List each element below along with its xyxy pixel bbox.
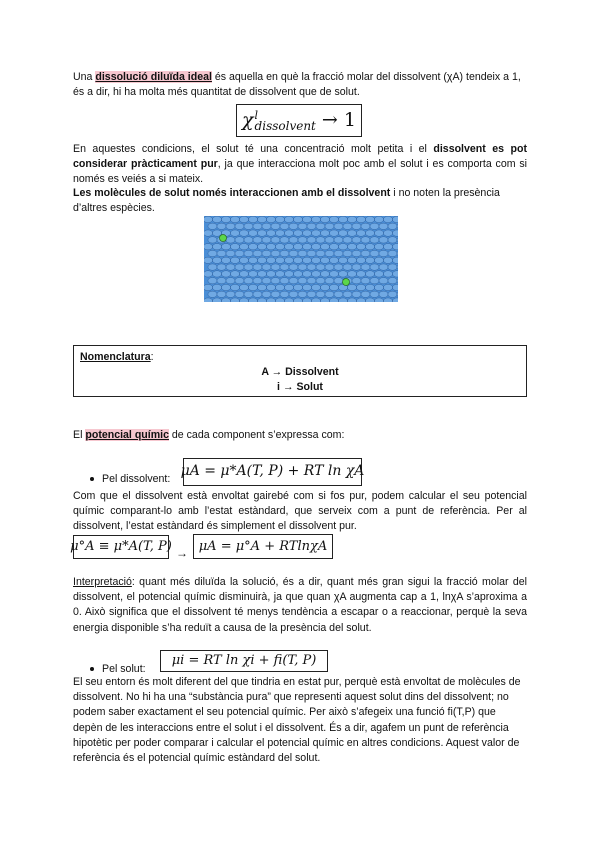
solvent-molecule [374, 298, 383, 302]
solvent-molecule [244, 237, 253, 243]
solvent-molecule [347, 257, 356, 263]
solvent-molecule [311, 244, 320, 250]
solvent-molecule [244, 223, 253, 229]
formula-solvent-potential: μA = μ*A(T, P) + RT ln χA [183, 458, 362, 486]
solvent-molecule [262, 237, 271, 243]
solvent-molecule [226, 237, 235, 243]
solvent-molecule [266, 244, 275, 250]
solvent-molecule [311, 230, 320, 236]
solvent-molecule [257, 216, 266, 222]
solvent-molecule [379, 278, 388, 284]
solvent-molecule [302, 298, 311, 302]
solvent-molecule [284, 271, 293, 277]
solvent-molecule [266, 298, 275, 302]
solvent-molecule [365, 257, 374, 263]
solvent-molecule [284, 244, 293, 250]
solvent-molecule [325, 264, 334, 270]
solvent-molecule [239, 284, 248, 290]
solvent-molecule [374, 230, 383, 236]
solvent-molecule [388, 278, 397, 284]
term-dilute-ideal: dissolució diluïda ideal [95, 71, 212, 83]
solvent-molecule [320, 244, 329, 250]
solvent-molecule [262, 278, 271, 284]
solvent-molecule [208, 250, 217, 256]
nomenclature-box: Nomenclatura: A → Dissolvent i → Solut [73, 345, 527, 397]
solvent-molecule [208, 223, 217, 229]
solvent-molecule [280, 223, 289, 229]
solvent-molecule [298, 250, 307, 256]
solvent-molecule [226, 223, 235, 229]
solvent-molecule [280, 264, 289, 270]
solvent-molecule [221, 257, 230, 263]
solvent-molecule [370, 250, 379, 256]
solvent-molecule [235, 291, 244, 297]
solvent-molecule [226, 278, 235, 284]
solvent-molecule [257, 244, 266, 250]
solvent-molecule [347, 284, 356, 290]
solvent-molecule [343, 237, 352, 243]
solvent-molecule [370, 237, 379, 243]
solvent-molecule [365, 230, 374, 236]
nomenclature-solute: i → Solut [277, 381, 323, 394]
solvent-molecule [298, 291, 307, 297]
solvent-molecule [388, 250, 397, 256]
solvent-molecule [257, 271, 266, 277]
solvent-molecule [221, 216, 230, 222]
solvent-molecule [311, 271, 320, 277]
solvent-molecule [370, 223, 379, 229]
solvent-molecule [302, 284, 311, 290]
solvent-molecule [212, 298, 221, 302]
solvent-molecule [275, 216, 284, 222]
solvent-molecule [289, 250, 298, 256]
solvent-molecule [204, 271, 213, 277]
solvent-molecule [221, 284, 230, 290]
solvent-molecule [356, 284, 365, 290]
solvent-molecule [383, 298, 392, 302]
solvent-molecule [302, 244, 311, 250]
solvent-molecule [284, 298, 293, 302]
solvent-molecule [320, 230, 329, 236]
solvent-molecule [320, 271, 329, 277]
solvent-molecule [379, 223, 388, 229]
solvent-molecule [329, 230, 338, 236]
solvent-molecule [212, 257, 221, 263]
solvent-molecule [329, 244, 338, 250]
bullet-icon [90, 477, 94, 481]
solvent-molecule [204, 244, 213, 250]
solvent-molecule [248, 284, 257, 290]
solvent-molecule [392, 257, 398, 263]
solvent-molecule [248, 230, 257, 236]
solvent-molecule [370, 278, 379, 284]
solvent-molecule [235, 223, 244, 229]
solvent-molecule [239, 230, 248, 236]
solvent-molecule [235, 278, 244, 284]
solvent-molecule [239, 271, 248, 277]
solvent-molecule [307, 223, 316, 229]
solvent-molecule [230, 230, 239, 236]
solvent-molecule [325, 223, 334, 229]
solvent-molecule [383, 257, 392, 263]
arrow-icon: → [176, 546, 188, 560]
solvent-molecule [343, 250, 352, 256]
solvent-molecule [316, 223, 325, 229]
solvent-molecule [302, 257, 311, 263]
solvent-molecule [266, 257, 275, 263]
solvent-molecule [271, 223, 280, 229]
solvent-molecule [392, 271, 398, 277]
solvent-molecule [374, 284, 383, 290]
solvent-molecule [208, 278, 217, 284]
solvent-molecule [217, 291, 226, 297]
solvent-molecule [212, 216, 221, 222]
solvent-molecule [204, 298, 213, 302]
solvent-molecule [253, 278, 262, 284]
solvent-molecule [289, 264, 298, 270]
solvent-molecule [248, 271, 257, 277]
solvent-molecule [329, 216, 338, 222]
solvent-molecule [244, 278, 253, 284]
solvent-molecule [204, 284, 213, 290]
solvent-molecule [302, 271, 311, 277]
solvent-molecule [266, 230, 275, 236]
solvent-molecule [230, 271, 239, 277]
solvent-molecule [311, 257, 320, 263]
solvent-molecule [302, 216, 311, 222]
interpretation-paragraph: Interpretació: quant més diluïda la solució, és a dir, quant més gran sigui la fracció molar del dissolvent, el potencial químic disminuirà, ja que quan χA augmenta cap a 1, lnχA s’aproxima a 0. Això significa que el dissolvent té menys tendència a escapar o a reaccionar, perquè la seva energia disponible s’ha reduït a causa de la presència del solut. [73, 576, 527, 634]
solvent-molecule [392, 244, 398, 250]
solvent-molecule [208, 264, 217, 270]
bullet-solvent: Pel dissolvent: [90, 472, 170, 487]
solvent-molecule [248, 244, 257, 250]
solvent-molecule [329, 271, 338, 277]
solvent-molecule [221, 298, 230, 302]
solvent-molecule [289, 237, 298, 243]
solvent-molecule [334, 264, 343, 270]
solvent-molecule [361, 250, 370, 256]
solvent-molecule [257, 298, 266, 302]
solvent-molecule [338, 271, 347, 277]
solvent-molecule [374, 244, 383, 250]
solvent-molecule [280, 291, 289, 297]
solvent-molecule [334, 223, 343, 229]
solvent-molecule [388, 291, 397, 297]
solvent-molecule [293, 216, 302, 222]
solvent-molecule [253, 291, 262, 297]
solvent-molecule [298, 264, 307, 270]
solvent-molecule [226, 264, 235, 270]
solvent-molecule [298, 223, 307, 229]
solvent-molecule [271, 291, 280, 297]
solvent-molecule [212, 284, 221, 290]
solvent-molecule [379, 237, 388, 243]
solvent-molecule [356, 244, 365, 250]
solvent-molecule [352, 237, 361, 243]
solvent-molecule [275, 271, 284, 277]
solution-illustration [204, 216, 398, 302]
solvent-molecule [388, 264, 397, 270]
solvent-molecule [383, 284, 392, 290]
solvent-molecule [392, 216, 398, 222]
solvent-molecule [316, 264, 325, 270]
solvent-molecule [316, 291, 325, 297]
solvent-molecule [239, 298, 248, 302]
solvent-molecule [307, 237, 316, 243]
solute-paragraph: Les molècules de solut només interaccionen amb el dissolvent i no noten la presència d’altres espècies. [73, 187, 500, 215]
term-chemical-potential: potencial químic [85, 429, 169, 441]
solute-reference-paragraph: El seu entorn és molt diferent del que tindria en estat pur, perquè està envoltat de molècules de dissolvent. No hi ha una “substància pura” que representi aquest solut dins del dissolvent; no podem saber exactament el seu potencial químic. Per això s’afegeix una funció fi(T,P) que depèn de les interaccions entre el solut i el dissolvent. És a dir, agafem un punt de referència hipotètic per poder comparar i calcular el potencial químic en altres condicions. Aquest valor de referència és el potencial químic estàndard del solut. [73, 676, 521, 765]
solvent-molecule [311, 298, 320, 302]
solvent-molecule [204, 257, 213, 263]
solvent-molecule [239, 257, 248, 263]
solvent-molecule [347, 244, 356, 250]
solvent-molecule [280, 250, 289, 256]
solvent-molecule [374, 257, 383, 263]
solvent-molecule [356, 230, 365, 236]
solvent-molecule [217, 250, 226, 256]
solvent-molecule [379, 291, 388, 297]
solvent-molecule [388, 237, 397, 243]
solvent-molecule [248, 298, 257, 302]
solvent-molecule [262, 250, 271, 256]
solvent-molecule [361, 278, 370, 284]
solvent-molecule [347, 216, 356, 222]
solvent-molecule [311, 284, 320, 290]
solvent-molecule [338, 244, 347, 250]
solvent-molecule [289, 223, 298, 229]
solvent-molecule [334, 237, 343, 243]
solvent-molecule [388, 223, 397, 229]
solvent-molecule [347, 230, 356, 236]
solvent-molecule [262, 223, 271, 229]
solvent-molecule [253, 223, 262, 229]
solvent-molecule [266, 216, 275, 222]
solvent-molecule [365, 284, 374, 290]
solvent-molecule [329, 298, 338, 302]
solvent-molecule [343, 223, 352, 229]
solvent-molecule [230, 284, 239, 290]
solvent-molecule [320, 216, 329, 222]
solvent-molecule [347, 271, 356, 277]
solvent-molecule [293, 257, 302, 263]
solvent-molecule [329, 284, 338, 290]
solvent-molecule [235, 237, 244, 243]
solvent-molecule [307, 291, 316, 297]
solvent-molecule [208, 237, 217, 243]
solvent-molecule [356, 216, 365, 222]
solvent-molecule [307, 278, 316, 284]
solvent-molecule [235, 264, 244, 270]
solvent-molecule [208, 291, 217, 297]
solvent-molecule [230, 257, 239, 263]
intro-paragraph: Una dissolució diluïda ideal és aquella en què la fracció molar del dissolvent (χA) tendeix a 1, és a dir, hi ha molta més quantitat de dissolvent que de solut. [73, 71, 521, 99]
solvent-molecule [284, 230, 293, 236]
solvent-molecule [334, 250, 343, 256]
solvent-molecule [320, 298, 329, 302]
solvent-molecule [329, 257, 338, 263]
solvent-molecule [352, 223, 361, 229]
solvent-molecule [239, 216, 248, 222]
solvent-molecule [320, 257, 329, 263]
formula-solvent-standard: μA = μ°A + RTlnχA [193, 534, 333, 559]
solvent-molecule [392, 230, 398, 236]
solvent-molecule [293, 271, 302, 277]
solvent-molecule [217, 264, 226, 270]
solvent-molecule [343, 291, 352, 297]
solvent-molecule [298, 237, 307, 243]
solvent-molecule [293, 284, 302, 290]
solvent-molecule [235, 250, 244, 256]
solvent-reference-paragraph: Com que el dissolvent està envoltat gairebé com si fos pur, podem calcular el seu potencial químic comparant-lo amb l’estat estàndard, que serveix com a punt de referència. Per al dissolvent, l’estat estàndard és simplement el dissolvent pur. [73, 490, 527, 533]
solvent-molecule [226, 291, 235, 297]
solvent-molecule [280, 278, 289, 284]
solvent-molecule [280, 237, 289, 243]
solvent-molecule [275, 298, 284, 302]
solvent-molecule [374, 216, 383, 222]
solvent-molecule [244, 250, 253, 256]
conditions-paragraph: En aquestes condicions, el solut té una concentració molt petita i el dissolvent es pot considerar pràcticament pur, ja que interacciona molt poc amb el solut i es comporta com si només es veiés a si mateix. [73, 143, 527, 186]
solvent-molecule [284, 284, 293, 290]
potential-intro: El potencial químic de cada component s’expressa com: [73, 429, 345, 441]
solvent-molecule [221, 271, 230, 277]
solvent-molecule [293, 298, 302, 302]
solvent-molecule [257, 230, 266, 236]
solvent-molecule [239, 244, 248, 250]
solvent-molecule [316, 250, 325, 256]
solvent-molecule [204, 230, 213, 236]
solvent-molecule [338, 216, 347, 222]
solvent-molecule [271, 264, 280, 270]
solvent-molecule [230, 298, 239, 302]
solvent-molecule [271, 237, 280, 243]
solvent-molecule [370, 264, 379, 270]
solvent-molecule [298, 278, 307, 284]
solvent-molecule [307, 250, 316, 256]
solvent-molecule [221, 244, 230, 250]
solvent-molecule [289, 278, 298, 284]
solvent-molecule [379, 250, 388, 256]
solvent-molecule [230, 216, 239, 222]
solvent-molecule [307, 264, 316, 270]
solvent-molecule [275, 244, 284, 250]
solvent-molecule [311, 216, 320, 222]
formula-chi-dissolvent: χ l dissolvent → 1 [236, 104, 362, 137]
formula-solute-potential: μi = RT ln χi + fi(T, P) [160, 650, 328, 672]
solvent-molecule [248, 216, 257, 222]
solvent-molecule [293, 244, 302, 250]
solvent-molecule [352, 250, 361, 256]
solvent-molecule [248, 257, 257, 263]
solvent-molecule [253, 250, 262, 256]
solvent-molecule [383, 230, 392, 236]
solvent-molecule [383, 244, 392, 250]
solvent-molecule [262, 264, 271, 270]
solvent-molecule [334, 278, 343, 284]
solvent-molecule [365, 298, 374, 302]
solvent-molecule [320, 284, 329, 290]
solvent-molecule [365, 271, 374, 277]
solvent-molecule [343, 264, 352, 270]
solvent-molecule [338, 298, 347, 302]
solvent-molecule [212, 271, 221, 277]
solvent-molecule [374, 271, 383, 277]
solvent-molecule [275, 230, 284, 236]
nomenclature-solvent: A → Dissolvent [261, 366, 339, 379]
solvent-molecule [352, 291, 361, 297]
solvent-molecule [302, 230, 311, 236]
solvent-molecule [361, 223, 370, 229]
solvent-molecule [293, 230, 302, 236]
solute-molecule [220, 235, 227, 242]
solvent-molecule [361, 291, 370, 297]
solvent-molecule [352, 264, 361, 270]
solvent-molecule [217, 223, 226, 229]
bullet-icon [90, 667, 94, 671]
solvent-molecule [271, 250, 280, 256]
solvent-molecule [316, 237, 325, 243]
solvent-molecule [325, 278, 334, 284]
solvent-molecule [356, 257, 365, 263]
solvent-molecule [289, 291, 298, 297]
solvent-molecule [338, 257, 347, 263]
solvent-molecule [338, 230, 347, 236]
solute-molecule [343, 279, 350, 286]
solvent-molecule [347, 298, 356, 302]
solvent-molecule [230, 244, 239, 250]
solvent-molecule [226, 250, 235, 256]
solvent-molecule [244, 264, 253, 270]
solvent-molecule [271, 278, 280, 284]
solvent-molecule [356, 271, 365, 277]
solvent-molecule [212, 244, 221, 250]
solvent-molecule [325, 237, 334, 243]
solvent-molecule [284, 216, 293, 222]
solvent-molecule [204, 216, 213, 222]
bullet-solute: Pel solut: [90, 662, 146, 677]
solvent-molecule [257, 257, 266, 263]
solvent-molecule [379, 264, 388, 270]
solvent-molecule [253, 237, 262, 243]
solvent-molecule [325, 291, 334, 297]
solvent-molecule [361, 237, 370, 243]
solvent-molecule [275, 257, 284, 263]
solvent-molecule [325, 250, 334, 256]
solvent-molecule [334, 291, 343, 297]
solvent-molecule [352, 278, 361, 284]
formula-standard-state: μ°A ≡ μ*A(T, P) [73, 535, 169, 559]
solvent-molecule [253, 264, 262, 270]
solvent-molecule [361, 264, 370, 270]
solvent-molecule [257, 284, 266, 290]
solvent-molecule [316, 278, 325, 284]
solvent-molecule [356, 298, 365, 302]
solvent-molecule [244, 291, 253, 297]
solvent-molecule [266, 284, 275, 290]
solvent-molecule [392, 284, 398, 290]
solvent-molecule [365, 216, 374, 222]
solvent-molecule [284, 257, 293, 263]
solvent-molecule [266, 271, 275, 277]
solvent-molecule [365, 244, 374, 250]
solvent-molecule [370, 291, 379, 297]
solvent-molecule [383, 216, 392, 222]
solvent-molecule [383, 271, 392, 277]
solvent-molecule [262, 291, 271, 297]
solvent-molecule [275, 284, 284, 290]
solvent-molecule [217, 278, 226, 284]
